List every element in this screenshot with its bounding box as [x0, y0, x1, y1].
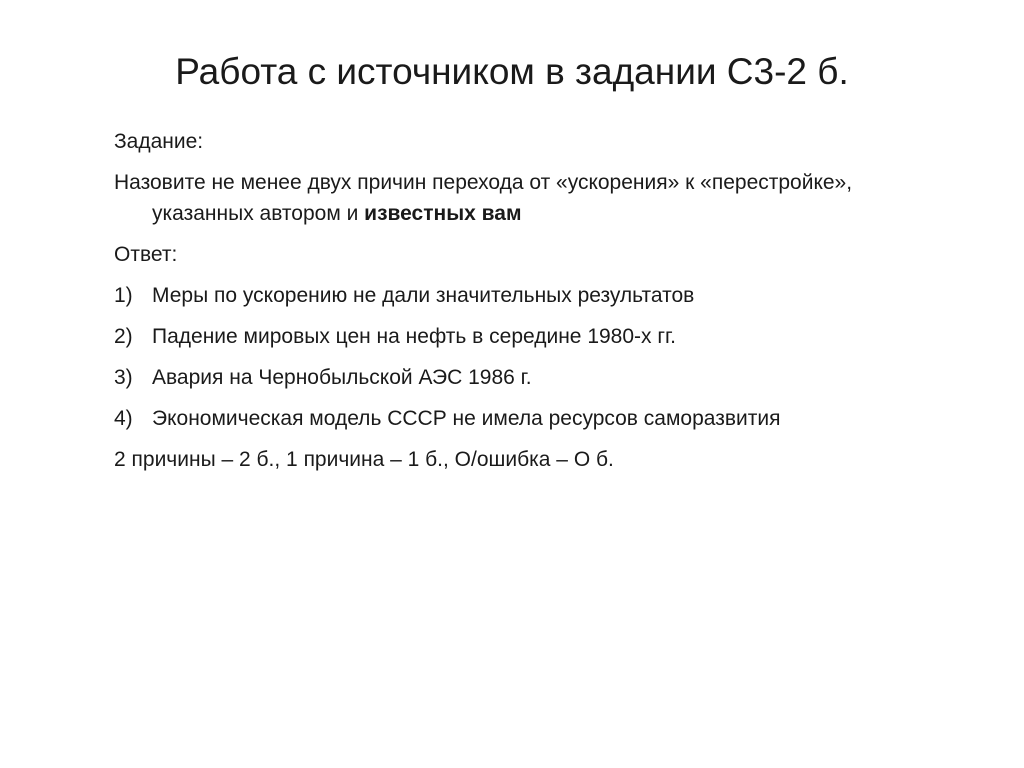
- answer-number: 1): [114, 284, 133, 307]
- scoring-text: 2 причины – 2 б., 1 причина – 1 б., О/ошибка – О б.: [114, 448, 614, 471]
- answer-number: 2): [114, 325, 133, 348]
- answer-text: Меры по ускорению не дали значительных результатов: [152, 284, 695, 307]
- answer-item-3: [114, 362, 944, 393]
- answer-text: Авария на Чернобыльской АЭС 1986 г.: [152, 366, 532, 389]
- task-text-main: Назовите не менее двух причин перехода от «ускорения» к «перестройке», указанных автором и: [114, 171, 853, 225]
- answer-list: [114, 280, 944, 434]
- slide-body: [114, 126, 944, 485]
- answer-item-1: [114, 280, 944, 311]
- task-text-emphasis: известных вам: [364, 202, 522, 225]
- answer-number: 3): [114, 366, 133, 389]
- answer-label: Ответ:: [114, 243, 178, 266]
- answer-item-4: [114, 403, 944, 434]
- task-text: [114, 167, 944, 229]
- answer-text: Падение мировых цен на нефть в середине 1980-х гг.: [152, 325, 676, 348]
- answer-item-2: [114, 321, 944, 352]
- answer-number: 4): [114, 407, 133, 430]
- slide-title: Работа с источником в задании С3-2 б.: [175, 51, 849, 92]
- task-label: Задание:: [114, 130, 204, 153]
- answer-text: Экономическая модель СССР не имела ресурсов саморазвития: [152, 407, 781, 430]
